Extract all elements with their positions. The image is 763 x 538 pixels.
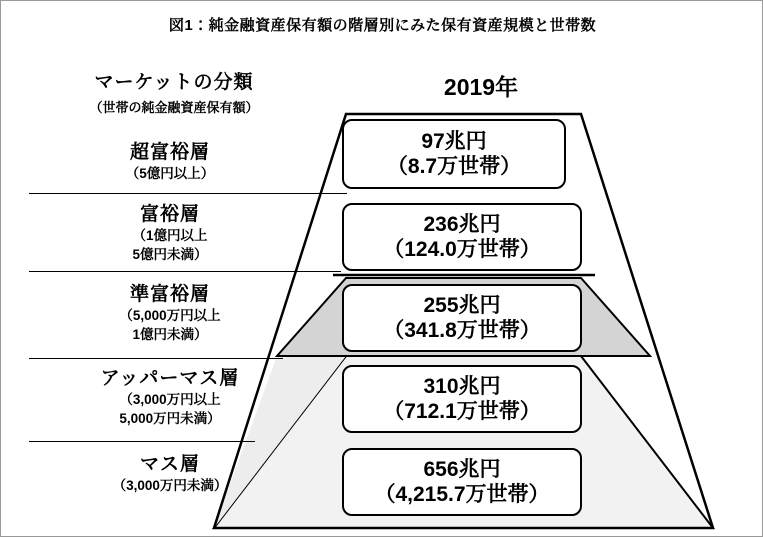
tier-criteria-upper-mass-1: （3,000万円以上 bbox=[119, 391, 221, 407]
tier-criteria-junfuyu-2: 1億円未満） bbox=[132, 326, 208, 342]
value-households-junfuyu: （341.8万世帯） bbox=[383, 319, 541, 342]
tier-criteria-junfuyu-1: （5,000万円以上 bbox=[119, 307, 221, 323]
value-households-fuyu: （124.0万世帯） bbox=[383, 238, 541, 261]
tier-label-junfuyu bbox=[25, 284, 315, 344]
tier-criteria-fuyu-1: （1億円以上 bbox=[132, 227, 208, 243]
tier-name-junfuyu: 準富裕層 bbox=[129, 284, 210, 305]
figure-title: 図1：純金融資産保有額の階層別にみた保有資産規模と世帯数 bbox=[168, 17, 597, 34]
tier-criteria-chofuyu-1: （5億円以上） bbox=[125, 165, 215, 181]
value-box-mass bbox=[342, 448, 582, 516]
separator-4 bbox=[29, 441, 255, 442]
value-box-junfuyu bbox=[342, 284, 582, 352]
value-households-upper-mass: （712.1万世帯） bbox=[383, 400, 541, 423]
tier-criteria-fuyu-2: 5億円未満） bbox=[132, 246, 208, 262]
tier-name-upper-mass: アッパーマス層 bbox=[100, 368, 240, 389]
value-amount-fuyu: 236兆円 bbox=[423, 212, 501, 236]
tier-label-chofuyu bbox=[25, 142, 315, 183]
tier-label-upper-mass bbox=[25, 368, 315, 428]
value-box-upper-mass bbox=[342, 365, 582, 433]
value-amount-chofuyu: 97兆円 bbox=[421, 129, 487, 153]
tier-name-fuyu: 富裕層 bbox=[139, 204, 200, 225]
tier-criteria-upper-mass-2: 5,000万円未満） bbox=[119, 410, 221, 426]
value-box-fuyu bbox=[342, 203, 582, 271]
year-header: 2019年 bbox=[443, 74, 519, 100]
separator-3 bbox=[29, 358, 283, 359]
value-box-chofuyu bbox=[342, 119, 566, 189]
left-header-line1: マーケットの分類 bbox=[94, 72, 254, 93]
tier-name-mass: マス層 bbox=[139, 454, 200, 475]
value-households-mass: （4,215.7万世帯） bbox=[374, 483, 550, 506]
value-households-chofuyu: （8.7万世帯） bbox=[386, 155, 522, 178]
tier-label-mass bbox=[25, 454, 315, 495]
value-amount-upper-mass: 310兆円 bbox=[423, 374, 501, 398]
left-header-line2: （世帯の純金融資産保有額） bbox=[89, 100, 259, 115]
tier-label-fuyu bbox=[25, 204, 315, 264]
separator-1 bbox=[29, 193, 347, 194]
value-amount-mass: 656兆円 bbox=[423, 457, 501, 481]
tier-name-chofuyu: 超富裕層 bbox=[129, 142, 210, 163]
value-amount-junfuyu: 255兆円 bbox=[423, 293, 501, 317]
tier-criteria-mass-1: （3,000万円未満） bbox=[112, 477, 228, 493]
separator-2 bbox=[29, 271, 341, 272]
